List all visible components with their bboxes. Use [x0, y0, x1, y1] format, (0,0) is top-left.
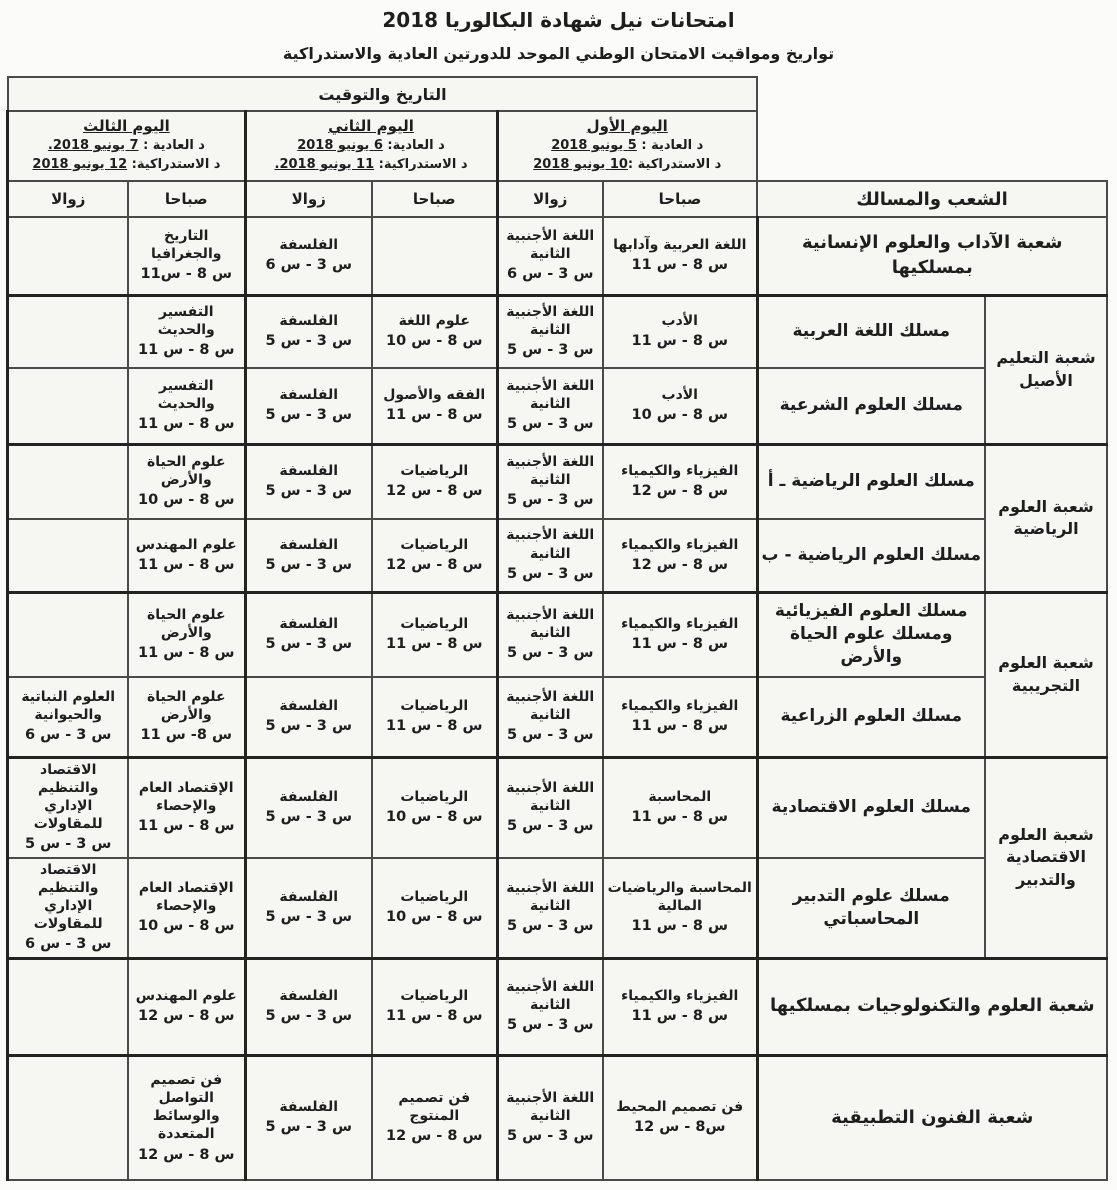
exam-subject: اللغة الأجنبية الثانية — [506, 227, 595, 263]
exam-cell — [372, 757, 497, 858]
exam-time: س 8 - س 11 — [385, 407, 483, 424]
track-cell: مسلك العلوم الرياضية ـ أ — [757, 444, 985, 519]
branch-cell: شعبة الفنون التطبيقية — [757, 1055, 1107, 1180]
exam-subject: الرياضيات — [400, 536, 469, 553]
exam-cell — [372, 958, 497, 1055]
exam-time: س 3 - س 5 — [507, 565, 594, 582]
exam-time: س8 - س 12 — [634, 1119, 726, 1136]
track-cell: مسلك العلوم الفيزيائية ومسلك علوم الحياة والأرض — [757, 592, 985, 677]
day3-afternoon-header: زوالا — [8, 181, 128, 217]
exam-cell — [372, 1055, 497, 1180]
exam-cell — [603, 295, 757, 368]
exam-subject: الإقتصاد العام والإحصاء — [138, 779, 234, 814]
exam-cell — [245, 217, 372, 295]
header-spacer — [757, 77, 1107, 111]
exam-time: س 8 - س 11 — [631, 1008, 728, 1025]
exam-cell — [8, 858, 128, 959]
exam-time: س 8 - س 10 — [385, 333, 483, 350]
exam-time: س 3 - س 5 — [265, 636, 352, 653]
exam-time: س 8- س 11 — [140, 727, 232, 744]
no-exam-cell — [8, 1055, 128, 1180]
exam-time: س 8 - س 10 — [385, 808, 483, 825]
exam-subject: اللغة الأجنبية الثانية — [506, 303, 595, 339]
exam-cell — [497, 757, 603, 858]
day2-morning-header: صباحا — [372, 181, 497, 217]
exam-subject: اللغة الأجنبية الثانية — [506, 453, 595, 489]
no-exam-cell — [8, 368, 128, 444]
no-exam-cell — [8, 295, 128, 368]
exam-time: س 8 - س 12 — [385, 483, 483, 500]
exam-subject: علوم الحياة والأرض — [146, 606, 226, 642]
exam-subject: الفيزياء والكيمياء — [621, 536, 739, 553]
exam-cell — [128, 677, 245, 757]
day1-ordinary-session: د العادية : 5 يونيو 2018 — [551, 138, 704, 154]
exam-cell — [603, 519, 757, 592]
day1-afternoon-header: زوالا — [497, 181, 603, 217]
exam-subject: الفقه والأصول — [383, 387, 486, 403]
exam-cell — [128, 958, 245, 1055]
exam-subject: الفلسفة — [279, 387, 339, 403]
exam-time: س 3 - س 5 — [265, 808, 352, 825]
exam-time: س 8 - س 12 — [385, 1128, 483, 1145]
exam-subject: الاقتصاد والتنظيم الإداري للمقاولات — [33, 761, 103, 833]
exam-cell — [603, 1055, 757, 1180]
exam-cell — [8, 757, 128, 858]
exam-time: س 3 - س 6 — [25, 727, 112, 744]
exam-subject: اللغة الأجنبية الثانية — [506, 606, 595, 642]
exam-time: س 8 - س 11 — [137, 556, 235, 573]
exam-cell — [603, 958, 757, 1055]
no-exam-cell — [8, 444, 128, 519]
exam-subject: الرياضيات — [400, 888, 469, 905]
exam-subject: المحاسبة — [648, 788, 712, 805]
branch-group-cell: شعبة العلوم الاقتصادية والتدبير — [985, 757, 1107, 958]
exam-subject: الفيزياء والكيمياء — [621, 463, 739, 479]
exam-subject: الفلسفة — [279, 616, 339, 632]
exam-cell — [497, 444, 603, 519]
exam-time: س 8 - س 11 — [137, 645, 235, 662]
no-exam-cell — [8, 519, 128, 592]
exam-subject: الفلسفة — [279, 237, 339, 253]
document-subtitle: تواريخ ومواقيت الامتحان الوطني الموحد للدورتين العادية والاستدراكية — [282, 44, 835, 63]
exam-time: س 8 - س 11 — [631, 636, 728, 653]
exam-cell — [603, 858, 757, 959]
exam-subject: الفلسفة — [279, 536, 339, 553]
exam-subject: اللغة الأجنبية الثانية — [506, 688, 595, 724]
exam-time: س 8 - س 12 — [137, 1146, 235, 1163]
exam-time: س 8 - س 11 — [631, 257, 728, 274]
exam-cell — [372, 519, 497, 592]
exam-time: س 8 - س 12 — [385, 556, 483, 573]
exam-time: س 3 - س 5 — [265, 1008, 352, 1025]
exam-cell — [8, 677, 128, 757]
exam-subject: الفلسفة — [279, 788, 339, 805]
exam-cell — [497, 295, 603, 368]
exam-subject: الرياضيات — [400, 987, 469, 1004]
document-title: امتحانات نيل شهادة البكالوريا 2018 — [382, 8, 735, 32]
day3-makeup-session: د الاستدراكية: 12 يونيو 2018 — [32, 157, 221, 172]
branch-group-cell: شعبة العلوم الرياضية — [985, 444, 1107, 592]
exam-subject: اللغة العربية وآدابها — [613, 237, 747, 253]
exam-subject: الأدب — [661, 313, 698, 329]
exam-time: س 8 - س 11 — [385, 718, 483, 735]
exam-cell — [603, 444, 757, 519]
exam-subject: الأدب — [661, 387, 698, 403]
exam-cell — [245, 444, 372, 519]
day3-header — [8, 111, 245, 181]
exam-time: س 8 - س 11 — [631, 333, 728, 350]
branch-group-cell: شعبة التعليم الأصيل — [985, 295, 1107, 444]
exam-subject: الفلسفة — [279, 698, 339, 714]
day2-header — [245, 111, 497, 181]
exam-time: س 8 - س11 — [140, 266, 232, 283]
exam-cell — [372, 677, 497, 757]
no-exam-cell — [372, 217, 497, 295]
exam-time: س 3 - س 5 — [265, 333, 352, 350]
exam-subject: الفيزياء والكيمياء — [621, 616, 739, 632]
exam-cell — [128, 1055, 245, 1180]
exam-subject: الفلسفة — [279, 463, 339, 479]
exam-cell — [372, 444, 497, 519]
exam-time: س 3 - س 5 — [265, 909, 352, 926]
exam-subject: الإقتصاد العام والإحصاء — [138, 879, 234, 914]
exam-time: س 8 - س 10 — [631, 407, 728, 424]
day2-makeup-session: د الاستدراكية: 11 يونيو 2018. — [274, 157, 468, 172]
exam-time: س 3 - س 5 — [507, 645, 594, 662]
exam-cell — [128, 858, 245, 959]
branch-cell: شعبة الآداب والعلوم الإنسانية بمسلكيها — [757, 217, 1107, 295]
exam-subject: الفلسفة — [279, 987, 339, 1004]
day2-afternoon-header: زوالا — [245, 181, 372, 217]
exam-subject: اللغة الأجنبية الثانية — [506, 978, 595, 1013]
exam-time: س 3 - س 6 — [507, 266, 594, 283]
exam-time: س 3 - س 5 — [25, 836, 112, 853]
exam-time: س 8 - س 12 — [631, 483, 728, 500]
exam-subject: الرياضيات — [400, 616, 469, 632]
exam-time: س 8 - س 11 — [137, 416, 235, 433]
exam-subject: التفسير والحديث — [157, 377, 215, 413]
exam-time: س 3 - س 5 — [507, 918, 594, 935]
exam-cell — [245, 1055, 372, 1180]
exam-time: س 8 - س 12 — [631, 556, 728, 573]
exam-time: س 3 - س 5 — [265, 556, 352, 573]
day1-makeup-session: د الاستدراكية :10 يونيو 2018 — [533, 157, 722, 172]
exam-cell — [128, 217, 245, 295]
exam-cell — [372, 858, 497, 959]
exam-subject: اللغة الأجنبية الثانية — [506, 879, 595, 914]
no-exam-cell — [8, 592, 128, 677]
exam-cell — [603, 368, 757, 444]
schedule-body — [8, 217, 1107, 1180]
exam-time: س 8 - س 11 — [385, 636, 483, 653]
exam-cell — [128, 444, 245, 519]
header-spacer — [757, 111, 1107, 181]
exam-cell — [128, 368, 245, 444]
track-cell: مسلك العلوم الرياضية - ب — [757, 519, 985, 592]
exam-subject: اللغة الأجنبية الثانية — [506, 527, 595, 562]
track-cell: مسلك العلوم الشرعية — [757, 368, 985, 444]
exam-cell — [497, 592, 603, 677]
exam-time: س 8 - س 11 — [137, 342, 235, 359]
exam-time: س 3 - س 5 — [507, 1017, 594, 1034]
exam-subject: الرياضيات — [400, 463, 469, 479]
exam-cell — [497, 1055, 603, 1180]
exam-cell — [372, 295, 497, 368]
exam-cell — [245, 858, 372, 959]
exam-cell — [497, 858, 603, 959]
exam-subject: اللغة الأجنبية الثانية — [506, 1090, 595, 1125]
day1-name: اليوم الأول — [586, 117, 668, 136]
exam-subject: التاريخ والجغرافيا — [151, 227, 222, 263]
streams-tracks-header: الشعب والمسالك — [757, 181, 1107, 217]
exam-subject: اللغة الأجنبية الثانية — [506, 779, 595, 814]
exam-time: س 3 - س 5 — [507, 1128, 594, 1145]
day2-ordinary-session: د العادية: 6 يونيو 2018 — [297, 138, 445, 154]
exam-time: س 3 - س 5 — [507, 342, 594, 359]
exam-time: س 8 - س 12 — [137, 1008, 235, 1025]
exam-cell — [128, 519, 245, 592]
exam-time: س 3 - س 6 — [265, 257, 352, 274]
exam-time: س 8 - س 11 — [137, 818, 235, 835]
exam-time: س 3 - س 5 — [507, 727, 594, 744]
exam-subject: الرياضيات — [400, 698, 469, 714]
exam-cell — [497, 519, 603, 592]
exam-schedule-table — [6, 76, 1108, 1181]
day3-morning-header: صباحا — [128, 181, 245, 217]
exam-time: س 3 - س 5 — [507, 818, 594, 835]
exam-subject: الرياضيات — [400, 788, 469, 805]
exam-subject: اللغة الأجنبية الثانية — [506, 377, 595, 413]
exam-time: س 3 - س 5 — [507, 416, 594, 433]
exam-cell — [497, 368, 603, 444]
exam-subject: علوم اللغة — [398, 313, 470, 329]
track-cell: مسلك العلوم الزراعية — [757, 677, 985, 757]
no-exam-cell — [8, 217, 128, 295]
branch-group-cell: شعبة العلوم التجريبية — [985, 592, 1107, 757]
exam-cell — [245, 295, 372, 368]
exam-cell — [245, 757, 372, 858]
exam-cell — [497, 958, 603, 1055]
exam-time: س 3 - س 5 — [265, 1119, 352, 1136]
exam-subject: علوم الحياة والأرض — [146, 688, 226, 724]
exam-cell — [245, 958, 372, 1055]
exam-time: س 8 - س 11 — [385, 1008, 483, 1025]
exam-subject: فن تصميم المحيط — [616, 1099, 744, 1116]
exam-subject: فن تصميم التواصل والوسائط المتعددة — [150, 1071, 223, 1143]
exam-time: س 3 - س 5 — [265, 718, 352, 735]
exam-time: س 3 - س 6 — [25, 936, 112, 953]
exam-subject: علوم المهندس — [135, 536, 237, 553]
exam-cell — [245, 592, 372, 677]
exam-cell — [245, 519, 372, 592]
date-time-header: التاريخ والتوقيت — [8, 77, 757, 111]
day1-morning-header: صباحا — [603, 181, 757, 217]
exam-time: س 3 - س 5 — [265, 483, 352, 500]
exam-subject: علوم الحياة والأرض — [146, 453, 226, 489]
exam-time: س 8 - س 10 — [385, 909, 483, 926]
exam-cell — [497, 677, 603, 757]
exam-cell — [128, 757, 245, 858]
branch-cell: شعبة العلوم والتكنولوجيات بمسلكيها — [757, 958, 1107, 1055]
exam-subject: فن تصميم المنتوج — [398, 1090, 471, 1125]
exam-time: س 8 - س 10 — [137, 918, 235, 935]
day2-name: اليوم الثاني — [328, 117, 414, 136]
exam-cell — [245, 677, 372, 757]
exam-cell — [128, 295, 245, 368]
exam-time: س 3 - س 5 — [507, 492, 594, 509]
day1-header — [497, 111, 757, 181]
exam-cell — [497, 217, 603, 295]
exam-time: س 8 - س 11 — [631, 918, 728, 935]
track-cell: مسلك اللغة العربية — [757, 295, 985, 368]
exam-cell — [128, 592, 245, 677]
exam-subject: الفلسفة — [279, 313, 339, 329]
exam-time: س 8 - س 11 — [631, 808, 728, 825]
day3-ordinary-session: د العادية : 7 يونيو 2018. — [47, 138, 205, 154]
exam-subject: الفلسفة — [279, 888, 339, 905]
exam-time: س 3 - س 5 — [265, 407, 352, 424]
exam-subject: التفسير والحديث — [157, 303, 215, 339]
exam-cell — [603, 757, 757, 858]
exam-subject: الاقتصاد والتنظيم الإداري للمقاولات — [33, 861, 103, 933]
track-cell: مسلك العلوم الاقتصادية — [757, 757, 985, 858]
exam-subject: المحاسبة والرياضيات المالية — [607, 879, 752, 914]
exam-time: س 8 - س 11 — [631, 718, 728, 735]
exam-cell — [372, 592, 497, 677]
exam-subject: علوم المهندس — [135, 987, 237, 1004]
exam-cell — [372, 368, 497, 444]
exam-subject: الفيزياء والكيمياء — [621, 987, 739, 1004]
exam-subject: العلوم النباتية والحيوانية — [21, 688, 116, 724]
exam-cell — [245, 368, 372, 444]
exam-cell — [603, 217, 757, 295]
exam-subject: الفيزياء والكيمياء — [621, 698, 739, 714]
exam-cell — [603, 677, 757, 757]
exam-cell — [603, 592, 757, 677]
track-cell: مسلك علوم التدبير المحاسباتي — [757, 858, 985, 959]
no-exam-cell — [8, 958, 128, 1055]
day3-name: اليوم الثالث — [83, 117, 170, 136]
exam-subject: الفلسفة — [279, 1099, 339, 1116]
exam-time: س 8 - س 10 — [137, 492, 235, 509]
